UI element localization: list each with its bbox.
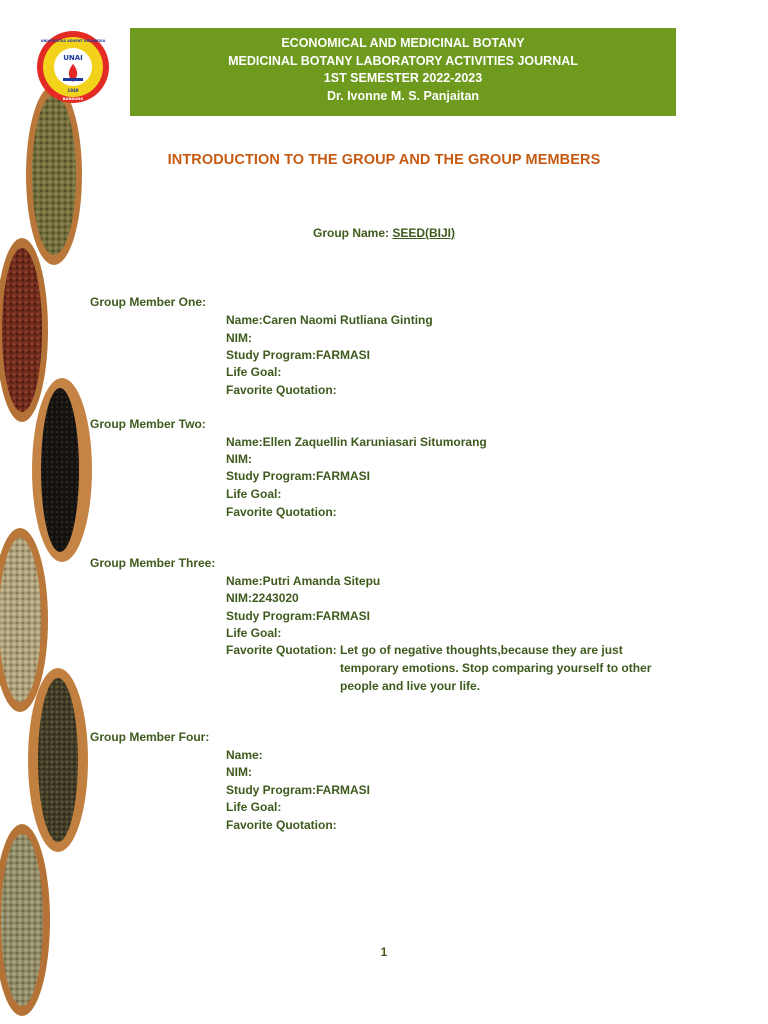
member-three-quote: Favorite Quotation: Let go of negative thoughts,because they are just: [226, 643, 623, 657]
member-one-name: Name:Caren Naomi Rutliana Ginting: [226, 313, 433, 327]
member-three-nim: NIM:2243020: [226, 591, 299, 605]
member-four-goal: Life Goal:: [226, 800, 282, 814]
svg-text:UNIVERSITAS ADVENT INDONESIA: UNIVERSITAS ADVENT INDONESIA: [40, 39, 106, 43]
member-one-goal: Life Goal:: [226, 365, 282, 379]
page-number: 1: [380, 945, 388, 959]
member-four-heading: Group Member Four:: [90, 730, 210, 744]
header-banner: [130, 28, 676, 116]
member-one-quote: Favorite Quotation:: [226, 383, 337, 397]
member-four-nim: NIM:: [226, 765, 252, 779]
member-three-quote-line2: temporary emotions. Stop comparing yourself to other: [340, 661, 652, 675]
course-title: ECONOMICAL AND MEDICINAL BOTANY: [281, 36, 525, 50]
member-two-name: Name:Ellen Zaquellin Karuniasari Situmorang: [226, 435, 487, 449]
group-name-value: SEED(BIJI): [392, 226, 456, 240]
lecturer-name: Dr. Ivonne M. S. Panjaitan: [326, 88, 480, 103]
member-three-name: Name:Putri Amanda Sitepu: [226, 574, 381, 588]
member-two-program: Study Program:FARMASI: [226, 469, 371, 483]
member-four-quote: Favorite Quotation:: [226, 818, 337, 832]
member-three-program: Study Program:FARMASI: [226, 609, 371, 623]
member-three-heading: Group Member Three:: [90, 556, 216, 570]
member-one-heading: Group Member One:: [90, 295, 207, 309]
svg-text:1949: 1949: [67, 88, 79, 93]
member-four-name: Name:: [226, 748, 263, 762]
member-two-nim: NIM:: [226, 452, 252, 466]
university-logo: [36, 30, 110, 104]
member-three-goal: Life Goal:: [226, 626, 282, 640]
group-name: [0, 226, 768, 240]
member-two-heading: Group Member Two:: [90, 417, 206, 431]
member-one-nim: NIM:: [226, 331, 252, 345]
page-title: INTRODUCTION TO THE GROUP AND THE GROUP MEMBERS: [167, 152, 601, 168]
member-three-quote-line3: people and live your life.: [340, 679, 481, 693]
svg-text:UNAI: UNAI: [63, 54, 83, 62]
journal-title: MEDICINAL BOTANY LABORATORY ACTIVITIES JOURNAL: [228, 53, 578, 68]
member-four-program: Study Program:FARMASI: [226, 783, 371, 797]
member-two-quote: Favorite Quotation:: [226, 505, 337, 519]
member-two-goal: Life Goal:: [226, 487, 282, 501]
group-name-label: Group Name:: [312, 226, 393, 240]
member-one-program: Study Program:FARMASI: [226, 348, 371, 362]
semester: 1ST SEMESTER 2022-2023: [323, 71, 483, 85]
svg-text:BANDUNG: BANDUNG: [62, 97, 84, 101]
